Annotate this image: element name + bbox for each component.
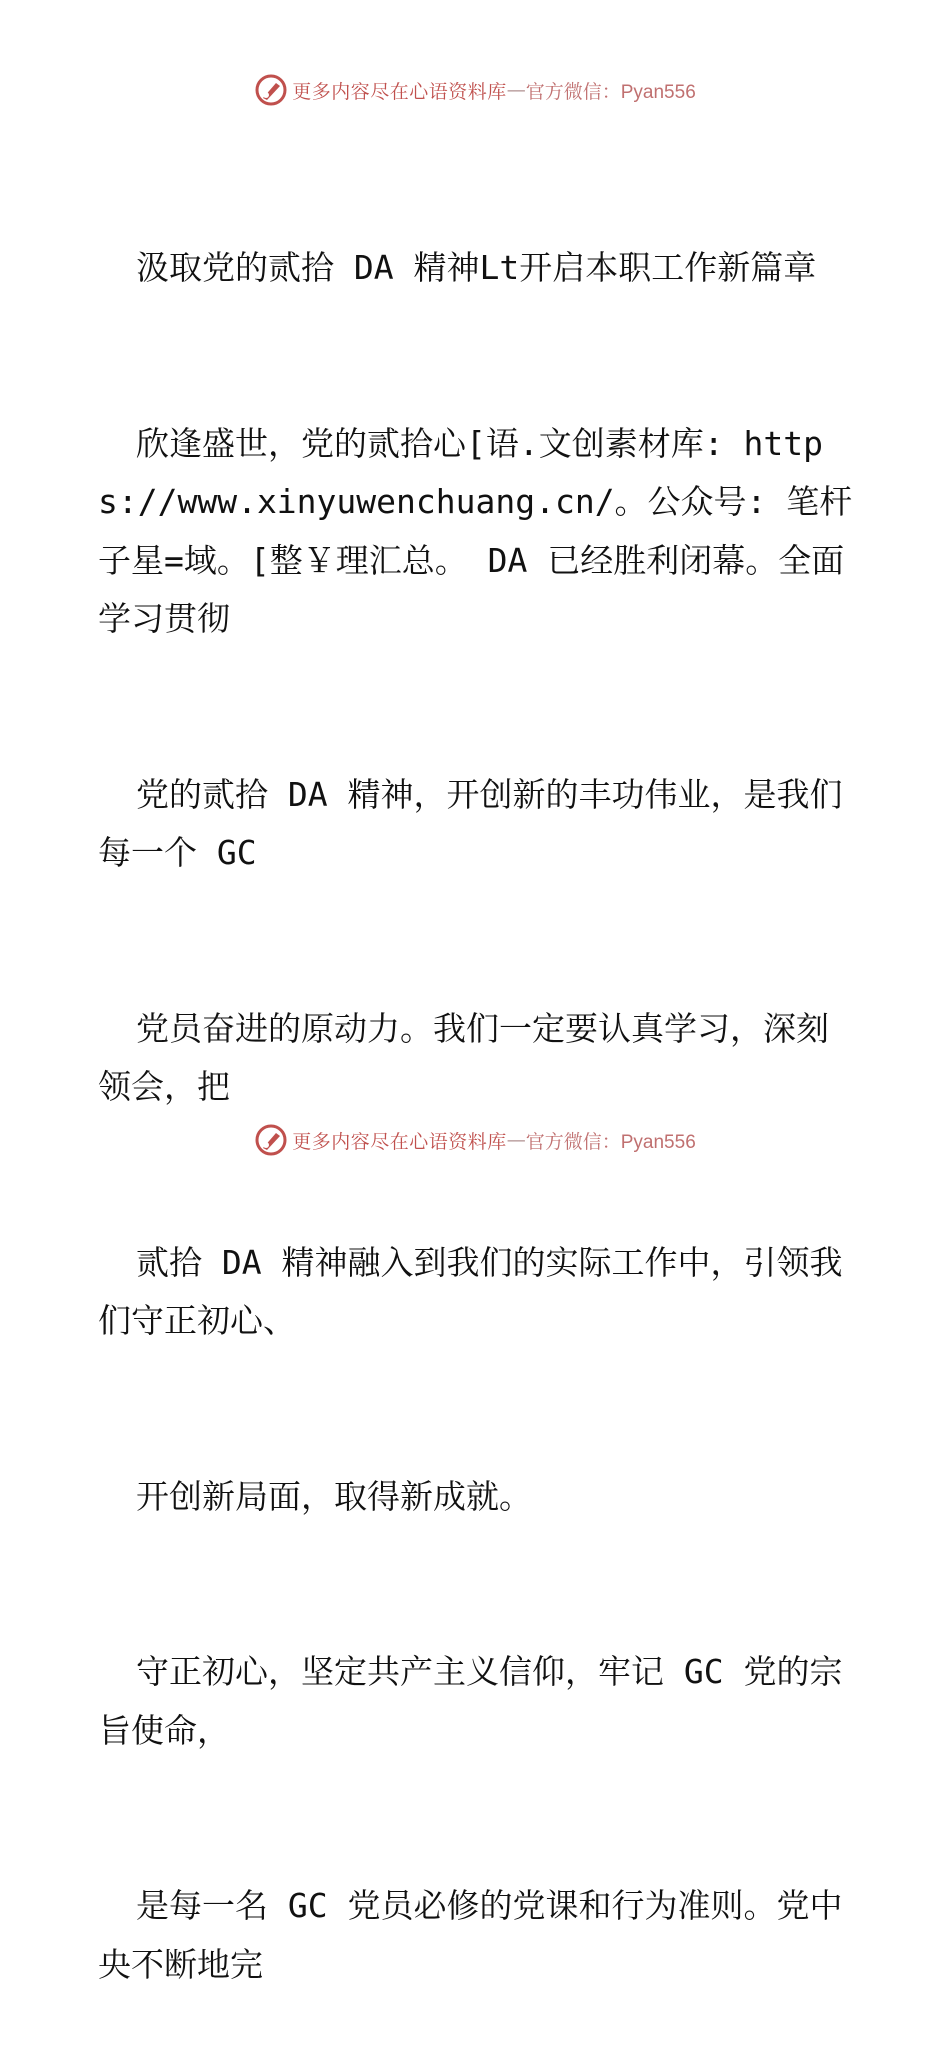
banner-main-text: 更多内容尽在心语资料库 [292, 1130, 507, 1153]
footer-banner [0, 1120, 950, 1160]
header-banner [0, 70, 950, 110]
banner-separator: — [506, 1129, 526, 1151]
banner-wechat-text: 官方微信：Pyan556 [525, 1131, 696, 1153]
paragraph-5: 开创新局面，取得新成就。 [136, 1476, 532, 1516]
paragraph-7: 是每一名 GC 党员必修的党课和行为准则。党中央不断地完 [98, 1886, 843, 1984]
paragraph-6: 守正初心，坚定共产主义信仰，牢记 GC 党的宗旨使命， [98, 1652, 843, 1750]
banner-main-text: 更多内容尽在心语资料库 [292, 80, 507, 103]
paragraph-2: 党的贰拾 DA 精神，开创新的丰功伟业，是我们每一个 GC [98, 774, 843, 872]
document-body [98, 122, 858, 2053]
paragraph-4: 贰拾 DA 精神融入到我们的实际工作中，引领我们守正初心、 [98, 1242, 843, 1340]
banner-separator: — [506, 79, 526, 101]
paragraph-1: 欣逢盛世，党的贰拾心[语.文创素材库: https://www.xinyuwenchuang.cn/。公众号: 笔杆子星=域。[整￥理汇总。 DA 已经胜利闭幕。全面学习贯彻 [98, 423, 853, 638]
pen-logo-icon [254, 73, 288, 107]
pen-logo-icon [254, 1123, 288, 1157]
document-title: 汲取党的贰拾 DA 精神Lt开启本职工作新篇章 [136, 248, 817, 287]
paragraph-3: 党员奋进的原动力。我们一定要认真学习，深刻领会，把 [98, 1008, 829, 1106]
banner-wechat-text: 官方微信：Pyan556 [525, 81, 696, 103]
